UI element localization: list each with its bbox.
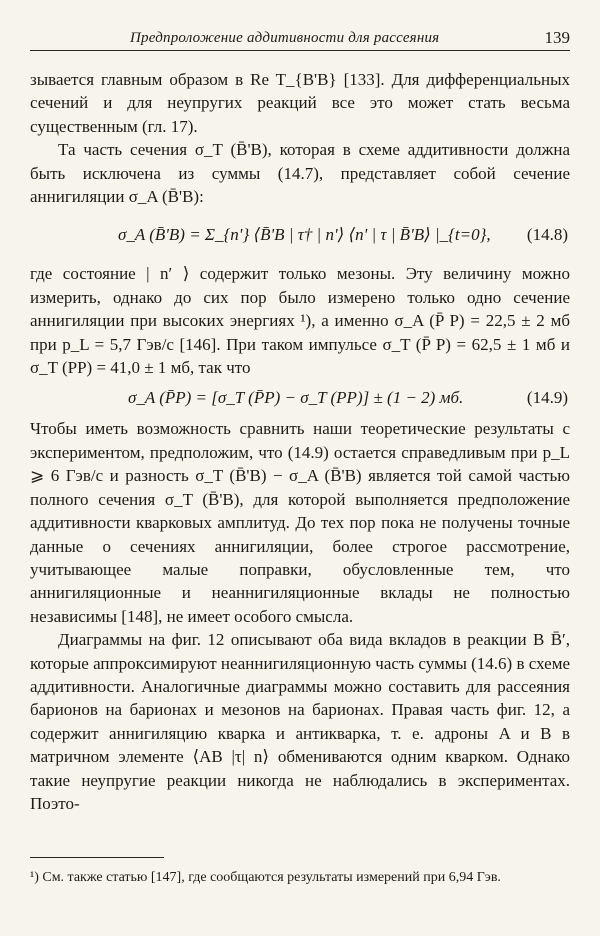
equation-14-9	[30, 379, 570, 417]
running-title: Предпроложение аддитивности для рассеяния	[130, 30, 440, 46]
footnote-marker: ¹)	[30, 870, 39, 885]
page-number: 139	[544, 28, 570, 47]
paragraph-meson-states: где состояние | n′ ⟩ содержит только мезоны. Эту величину можно измерить, однако до сих пор было измерено только одно сечение аннигиляции при высоких энергиях ¹), а именно σ_A (P̄ P) = 22,5 ± 2 мб при p_L = 5,7 Гэв/с [146]. При таком импульсе σ_T (P̄ P) = 62,5 ± 1 мб и σ_T (PP) = 41,0 ± 1 мб, так что	[30, 264, 570, 378]
equation-14-8	[30, 208, 570, 262]
running-header	[30, 28, 570, 51]
equation-14-9-number: (14.9)	[526, 388, 568, 408]
equation-14-8-formula: σ_A (B̄'B) = Σ_{n'} ⟨B̄'B | τ† | n'⟩ ⟨n' | τ | B̄'B⟩ |_{t=0},	[118, 225, 491, 245]
paragraph-annihilation-intro: Та часть сечения σ_T (B̄'B), которая в схеме аддитивности должна быть исключена из суммы (14.7), представляет собой сечение аннигиляции σ_A (B̄'B):	[30, 140, 570, 207]
footnote-rule	[30, 857, 164, 858]
equation-14-9-formula: σ_A (P̄P) = [σ_T (P̄P) − σ_T (PP)] ± (1 − 2) мб.	[128, 388, 464, 408]
paragraph-continuation: зывается главным образом в Re T_{B'B} [133]. Для дифференциальных сечений и для неупругих реакций все это может стать весьма существенным (гл. 17).	[30, 70, 570, 136]
equation-14-8-number: (14.8)	[526, 225, 568, 245]
page-body	[30, 68, 570, 815]
footnote	[30, 868, 570, 888]
paragraph-comparison: Чтобы иметь возможность сравнить наши теоретические результаты с экспериментом, предположим, что (14.9) остается справедливым при p_L ⩾ 6 Гэв/с и разность σ_T (B̄'B) − σ_A (B̄'B) является той самой частью полного сечения σ_T (B̄'B), для которой выполняется предположение аддитивности кварковых амплитуд. До тех пор пока не получены точные данные о сечениях аннигиляции, более строгое рассмотрение, учитывающее малые поправки, обусловленные тем, что аннигиляционные и неаннигиляционные вклады не полностью независимы [148], не имеет особого смысла.	[30, 419, 570, 626]
footnote-text: См. также статью [147], где сообщаются результаты измерений при 6,94 Гэв.	[42, 870, 501, 885]
paragraph-diagrams: Диаграммы на фиг. 12 описывают оба вида вкладов в реакции B B̄′, которые аппроксимируют неаннигиляционную часть суммы (14.6) в схеме аддитивности. Аналогичные диаграммы можно составить для рассеяния барионов на барионах и мезонов на барионах. Правая часть фиг. 12, а содержит аннигиляцию кварка и антикварка, т. е. адроны A и B в матричном элементе ⟨AB |τ| n⟩ обмениваются одним кварком. Однако такие неупругие реакции никогда не наблюдались в экспериментах. Поэто-	[30, 630, 570, 813]
